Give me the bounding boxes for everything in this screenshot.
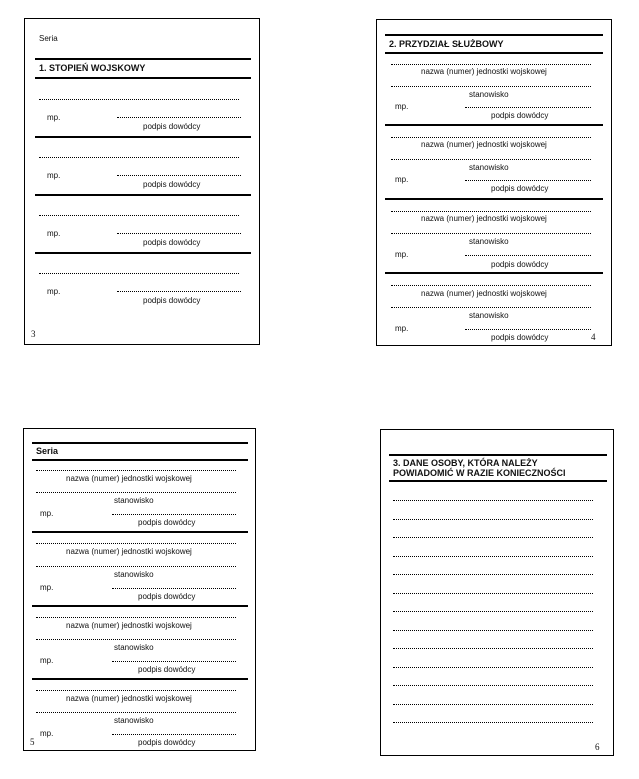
dotted-line <box>393 574 593 575</box>
dotted-line <box>36 690 236 691</box>
unit-caption: nazwa (numer) jednostki wojskowej <box>421 289 547 298</box>
dotted-line <box>36 639 236 640</box>
signature-line <box>465 107 591 108</box>
signature-caption: podpis dowódcy <box>491 260 549 269</box>
signature-line <box>465 329 591 330</box>
signature-caption: podpis dowódcy <box>138 518 196 527</box>
dotted-line <box>393 722 593 723</box>
section-rule <box>35 252 251 254</box>
dotted-line <box>393 630 593 631</box>
mp-label: mp. <box>40 583 54 592</box>
unit-caption: nazwa (numer) jednostki wojskowej <box>66 474 192 483</box>
dotted-line <box>391 307 591 308</box>
mp-label: mp. <box>40 509 54 518</box>
dotted-line <box>39 99 239 100</box>
page-5 <box>23 428 256 751</box>
dotted-line <box>393 648 593 649</box>
unit-caption: nazwa (numer) jednostki wojskowej <box>421 67 547 76</box>
mp-label: mp. <box>395 175 409 184</box>
signature-caption: podpis dowódcy <box>138 738 196 747</box>
title-rule-bottom <box>32 459 248 461</box>
section-rule <box>35 194 251 196</box>
page-number: 5 <box>30 737 35 747</box>
dotted-line <box>39 157 239 158</box>
page-3 <box>24 18 260 345</box>
position-caption: stanowisko <box>114 643 154 652</box>
page-6 <box>380 429 614 756</box>
title-rule-top <box>389 454 607 456</box>
signature-line <box>465 180 591 181</box>
signature-line <box>117 175 241 176</box>
position-caption: stanowisko <box>114 496 154 505</box>
dotted-line <box>393 593 593 594</box>
signature-line <box>465 255 591 256</box>
section-title-line1: 3. DANE OSOBY, KTÓRA NALEŻY <box>393 458 538 468</box>
signature-line <box>117 117 241 118</box>
mp-label: mp. <box>395 324 409 333</box>
seria-label: Seria <box>39 34 58 43</box>
section-title: 1. STOPIEŃ WOJSKOWY <box>39 63 146 73</box>
dotted-line <box>391 86 591 87</box>
dotted-line <box>393 685 593 686</box>
signature-caption: podpis dowódcy <box>143 180 201 189</box>
signature-line <box>112 588 236 589</box>
dotted-line <box>36 543 236 544</box>
dotted-line <box>393 500 593 501</box>
dotted-line <box>393 519 593 520</box>
position-caption: stanowisko <box>469 90 509 99</box>
dotted-line <box>393 556 593 557</box>
page-number: 3 <box>31 329 36 339</box>
section-rule <box>385 272 603 274</box>
dotted-line <box>391 159 591 160</box>
signature-caption: podpis dowódcy <box>143 296 201 305</box>
position-caption: stanowisko <box>469 311 509 320</box>
section-rule <box>385 124 603 126</box>
dotted-line <box>36 492 236 493</box>
page-4 <box>376 19 612 346</box>
dotted-line <box>393 611 593 612</box>
dotted-line <box>393 537 593 538</box>
signature-line <box>112 661 236 662</box>
dotted-line <box>36 617 236 618</box>
seria-label: Seria <box>36 446 59 456</box>
title-rule-top <box>35 58 251 60</box>
signature-caption: podpis dowódcy <box>143 122 201 131</box>
mp-label: mp. <box>395 102 409 111</box>
signature-caption: podpis dowódcy <box>491 184 549 193</box>
section-title-line2: POWIADOMIĆ W RAZIE KONIECZNOŚCI <box>393 468 566 478</box>
page-number: 6 <box>595 742 600 752</box>
signature-caption: podpis dowódcy <box>491 111 549 120</box>
position-caption: stanowisko <box>114 716 154 725</box>
unit-caption: nazwa (numer) jednostki wojskowej <box>421 214 547 223</box>
title-rule-bottom <box>35 77 251 79</box>
signature-caption: podpis dowódcy <box>138 665 196 674</box>
position-caption: stanowisko <box>469 163 509 172</box>
mp-label: mp. <box>40 729 54 738</box>
dotted-line <box>393 667 593 668</box>
signature-line <box>117 233 241 234</box>
position-caption: stanowisko <box>114 570 154 579</box>
mp-label: mp. <box>47 229 61 238</box>
signature-line <box>112 734 236 735</box>
title-rule-top <box>385 34 603 36</box>
dotted-line <box>36 566 236 567</box>
title-rule-bottom <box>385 52 603 54</box>
mp-label: mp. <box>395 250 409 259</box>
dotted-line <box>36 470 236 471</box>
unit-caption: nazwa (numer) jednostki wojskowej <box>66 547 192 556</box>
mp-label: mp. <box>47 113 61 122</box>
section-title: 2. PRZYDZIAŁ SŁUŻBOWY <box>389 39 504 49</box>
section-rule <box>385 198 603 200</box>
dotted-line <box>391 137 591 138</box>
signature-caption: podpis dowódcy <box>143 238 201 247</box>
signature-caption: podpis dowódcy <box>491 333 549 342</box>
signature-line <box>112 514 236 515</box>
mp-label: mp. <box>40 656 54 665</box>
mp-label: mp. <box>47 171 61 180</box>
unit-caption: nazwa (numer) jednostki wojskowej <box>66 694 192 703</box>
title-rule-top <box>32 442 248 444</box>
signature-caption: podpis dowódcy <box>138 592 196 601</box>
title-rule-bottom <box>389 480 607 482</box>
dotted-line <box>39 215 239 216</box>
section-rule <box>35 136 251 138</box>
page-number: 4 <box>591 332 596 342</box>
dotted-line <box>393 704 593 705</box>
position-caption: stanowisko <box>469 237 509 246</box>
dotted-line <box>391 233 591 234</box>
unit-caption: nazwa (numer) jednostki wojskowej <box>66 621 192 630</box>
dotted-line <box>39 273 239 274</box>
mp-label: mp. <box>47 287 61 296</box>
section-rule <box>32 605 248 607</box>
section-rule <box>32 531 248 533</box>
dotted-line <box>391 64 591 65</box>
signature-line <box>117 291 241 292</box>
unit-caption: nazwa (numer) jednostki wojskowej <box>421 140 547 149</box>
dotted-line <box>36 712 236 713</box>
dotted-line <box>391 285 591 286</box>
section-rule <box>32 678 248 680</box>
dotted-line <box>391 211 591 212</box>
